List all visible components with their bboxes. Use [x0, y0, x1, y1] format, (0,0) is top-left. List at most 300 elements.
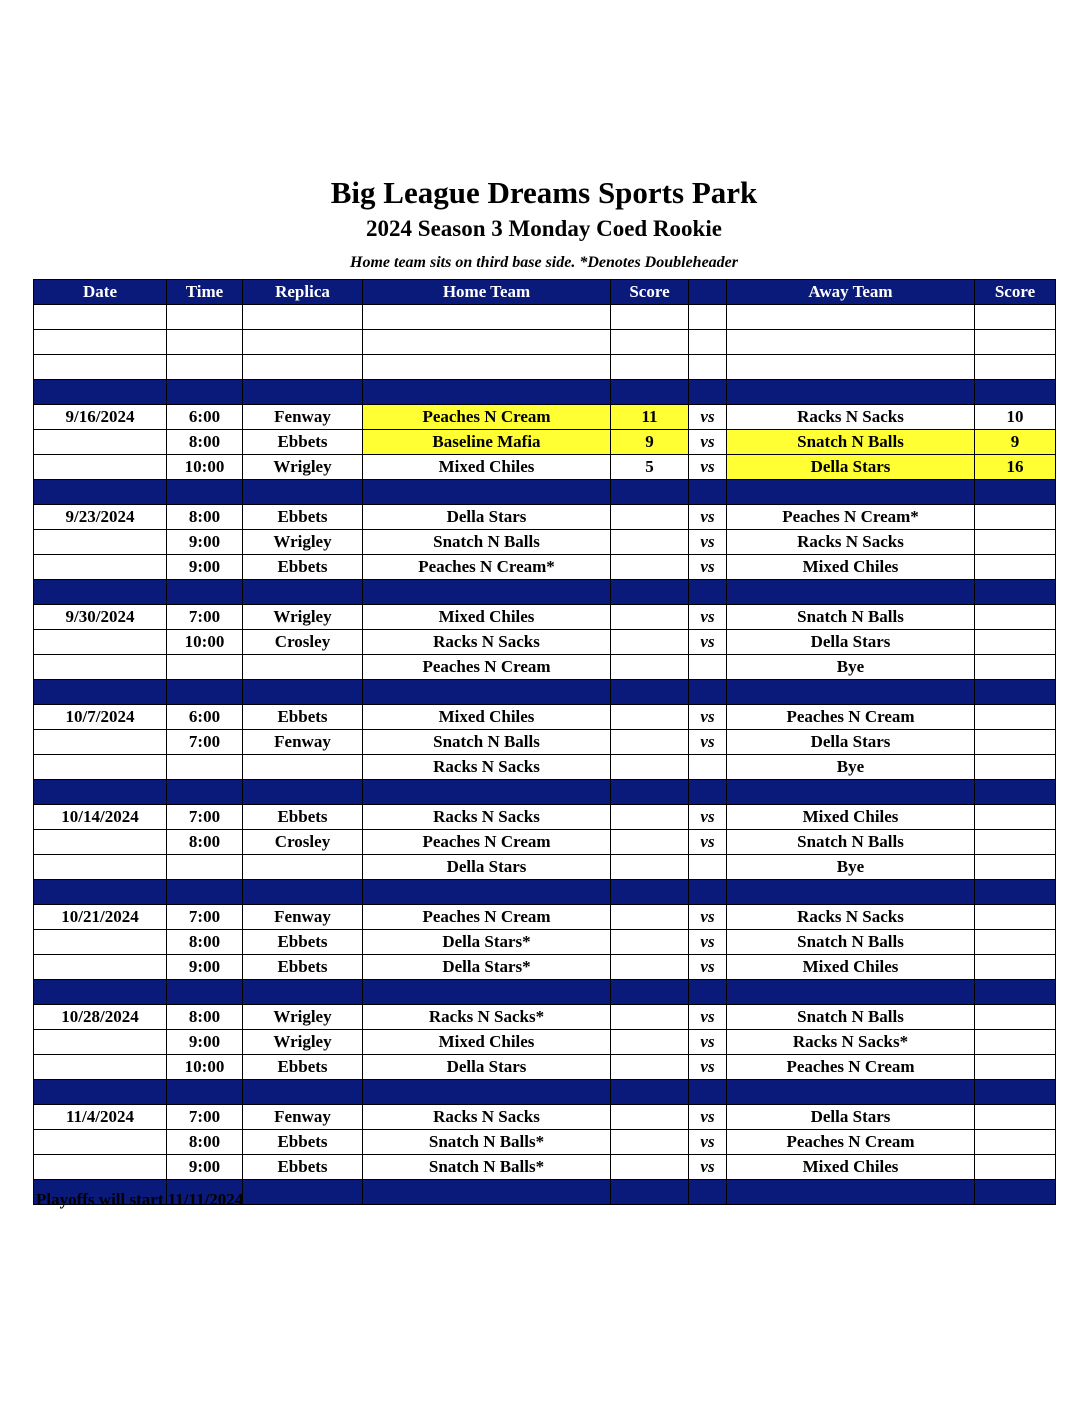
time-cell: 8:00 — [167, 830, 243, 855]
time-cell: 6:00 — [167, 405, 243, 430]
page-title: Big League Dreams Sports Park — [330, 175, 758, 210]
separator-row — [34, 580, 1056, 605]
field-cell: Ebbets — [243, 1055, 363, 1080]
time-cell — [167, 855, 243, 880]
time-cell — [167, 755, 243, 780]
time-cell — [167, 330, 243, 355]
away-score-cell — [975, 780, 1056, 805]
time-cell: 8:00 — [167, 1005, 243, 1030]
away-score-cell — [975, 480, 1056, 505]
field-cell: Ebbets — [243, 955, 363, 980]
away-team-cell: Mixed Chiles — [727, 955, 975, 980]
field-cell: Wrigley — [243, 1030, 363, 1055]
vs-cell — [689, 305, 727, 330]
away-score-cell — [975, 380, 1056, 405]
home-score-cell — [611, 780, 689, 805]
vs-cell — [689, 755, 727, 780]
col-header-replica: Replica — [243, 280, 363, 305]
col-header-away-team: Away Team — [727, 280, 975, 305]
vs-cell: vs — [689, 430, 727, 455]
schedule-table — [33, 279, 1056, 1205]
home-team-cell: Racks N Sacks — [363, 1105, 611, 1130]
game-row — [34, 1005, 1056, 1030]
field-cell: Fenway — [243, 905, 363, 930]
home-team-cell — [363, 880, 611, 905]
vs-cell: vs — [689, 805, 727, 830]
away-team-cell — [727, 380, 975, 405]
away-team-cell — [727, 305, 975, 330]
home-score-cell — [611, 1155, 689, 1180]
away-team-cell: Della Stars — [727, 730, 975, 755]
away-team-cell: Della Stars — [727, 630, 975, 655]
vs-cell — [689, 330, 727, 355]
away-team-cell: Racks N Sacks — [727, 905, 975, 930]
home-team-cell: Peaches N Cream* — [363, 555, 611, 580]
date-cell — [34, 355, 167, 380]
col-header-vs — [689, 280, 727, 305]
away-score-cell: 16 — [975, 455, 1056, 480]
field-cell — [243, 755, 363, 780]
home-team-cell: Della Stars* — [363, 930, 611, 955]
away-team-cell — [727, 355, 975, 380]
game-row — [34, 1030, 1056, 1055]
away-score-cell — [975, 705, 1056, 730]
vs-cell: vs — [689, 530, 727, 555]
away-team-cell: Snatch N Balls — [727, 430, 975, 455]
game-row — [34, 855, 1056, 880]
away-score-cell — [975, 1080, 1056, 1105]
game-row — [34, 955, 1056, 980]
field-cell — [243, 680, 363, 705]
vs-cell — [689, 580, 727, 605]
time-cell — [167, 655, 243, 680]
time-cell: 8:00 — [167, 505, 243, 530]
away-score-cell: 9 — [975, 430, 1056, 455]
date-cell — [34, 680, 167, 705]
separator-row — [34, 880, 1056, 905]
home-team-cell — [363, 380, 611, 405]
away-score-cell — [975, 980, 1056, 1005]
away-team-cell — [727, 1180, 975, 1205]
vs-cell — [689, 1080, 727, 1105]
time-cell: 9:00 — [167, 955, 243, 980]
time-cell — [167, 880, 243, 905]
separator-row — [34, 980, 1056, 1005]
field-cell — [243, 1180, 363, 1205]
away-score-cell — [975, 1130, 1056, 1155]
date-cell — [34, 1055, 167, 1080]
away-team-cell — [727, 480, 975, 505]
home-score-cell — [611, 1055, 689, 1080]
away-team-cell: Racks N Sacks — [727, 530, 975, 555]
home-team-cell — [363, 780, 611, 805]
field-cell — [243, 480, 363, 505]
home-score-cell — [611, 330, 689, 355]
date-cell — [34, 380, 167, 405]
vs-cell: vs — [689, 705, 727, 730]
home-team-cell — [363, 355, 611, 380]
away-team-cell — [727, 1080, 975, 1105]
away-team-cell: Bye — [727, 755, 975, 780]
date-cell — [34, 630, 167, 655]
date-cell — [34, 955, 167, 980]
date-cell: 11/4/2024 — [34, 1105, 167, 1130]
home-score-cell — [611, 705, 689, 730]
home-score-cell — [611, 930, 689, 955]
vs-cell: vs — [689, 455, 727, 480]
time-cell: 9:00 — [167, 530, 243, 555]
date-cell — [34, 830, 167, 855]
time-cell: 8:00 — [167, 930, 243, 955]
vs-cell: vs — [689, 630, 727, 655]
time-cell: 9:00 — [167, 1030, 243, 1055]
home-team-cell: Peaches N Cream — [363, 655, 611, 680]
vs-cell — [689, 780, 727, 805]
home-score-cell — [611, 580, 689, 605]
game-row — [34, 1055, 1056, 1080]
home-score-cell — [611, 1080, 689, 1105]
date-cell: 10/28/2024 — [34, 1005, 167, 1030]
date-cell — [34, 855, 167, 880]
time-cell: 7:00 — [167, 1105, 243, 1130]
vs-cell — [689, 1180, 727, 1205]
field-cell: Ebbets — [243, 930, 363, 955]
home-score-cell — [611, 380, 689, 405]
home-team-cell — [363, 580, 611, 605]
home-team-cell: Peaches N Cream — [363, 830, 611, 855]
vs-cell: vs — [689, 1030, 727, 1055]
away-score-cell — [975, 1055, 1056, 1080]
vs-cell: vs — [689, 930, 727, 955]
time-cell: 7:00 — [167, 605, 243, 630]
field-cell — [243, 780, 363, 805]
field-cell — [243, 330, 363, 355]
home-score-cell — [611, 1180, 689, 1205]
col-header-away-score: Score — [975, 280, 1056, 305]
home-team-cell: Racks N Sacks — [363, 630, 611, 655]
time-cell — [167, 680, 243, 705]
away-team-cell: Bye — [727, 855, 975, 880]
date-cell: 9/30/2024 — [34, 605, 167, 630]
home-score-cell — [611, 1105, 689, 1130]
field-cell — [243, 1080, 363, 1105]
away-score-cell — [975, 1030, 1056, 1055]
home-team-cell — [363, 305, 611, 330]
game-row — [34, 455, 1056, 480]
away-score-cell — [975, 930, 1056, 955]
date-cell: 9/23/2024 — [34, 505, 167, 530]
away-score-cell — [975, 655, 1056, 680]
date-cell — [34, 530, 167, 555]
date-cell — [34, 1130, 167, 1155]
home-score-cell: 11 — [611, 405, 689, 430]
away-team-cell — [727, 780, 975, 805]
away-score-cell — [975, 305, 1056, 330]
col-header-date: Date — [34, 280, 167, 305]
home-score-cell — [611, 1130, 689, 1155]
date-cell — [34, 655, 167, 680]
away-team-cell: Mixed Chiles — [727, 805, 975, 830]
field-cell: Wrigley — [243, 530, 363, 555]
game-row — [34, 655, 1056, 680]
date-cell — [34, 780, 167, 805]
home-score-cell — [611, 980, 689, 1005]
time-cell: 10:00 — [167, 455, 243, 480]
time-cell: 9:00 — [167, 555, 243, 580]
vs-cell: vs — [689, 505, 727, 530]
field-cell — [243, 580, 363, 605]
away-team-cell: Snatch N Balls — [727, 830, 975, 855]
blank-row — [34, 355, 1056, 380]
home-score-cell — [611, 555, 689, 580]
date-cell — [34, 1030, 167, 1055]
away-team-cell: Della Stars — [727, 455, 975, 480]
time-cell — [167, 355, 243, 380]
home-team-cell — [363, 1080, 611, 1105]
home-score-cell — [611, 855, 689, 880]
field-cell: Wrigley — [243, 455, 363, 480]
time-cell: 8:00 — [167, 430, 243, 455]
vs-cell: vs — [689, 405, 727, 430]
away-score-cell — [975, 555, 1056, 580]
game-row — [34, 555, 1056, 580]
away-score-cell — [975, 505, 1056, 530]
time-cell: 9:00 — [167, 1155, 243, 1180]
header-row — [34, 280, 1056, 305]
schedule-body — [34, 305, 1056, 1205]
time-cell: 8:00 — [167, 1130, 243, 1155]
field-cell: Crosley — [243, 630, 363, 655]
away-score-cell — [975, 805, 1056, 830]
date-cell — [34, 305, 167, 330]
vs-cell: vs — [689, 830, 727, 855]
time-cell — [167, 480, 243, 505]
field-cell: Wrigley — [243, 1005, 363, 1030]
home-team-cell: Peaches N Cream — [363, 905, 611, 930]
away-team-cell: Mixed Chiles — [727, 555, 975, 580]
col-header-home-score: Score — [611, 280, 689, 305]
separator-row — [34, 380, 1056, 405]
home-team-cell — [363, 1180, 611, 1205]
date-cell — [34, 1080, 167, 1105]
vs-cell: vs — [689, 1155, 727, 1180]
time-cell — [167, 1080, 243, 1105]
date-cell — [34, 330, 167, 355]
separator-row — [34, 480, 1056, 505]
away-team-cell — [727, 880, 975, 905]
home-team-cell: Mixed Chiles — [363, 1030, 611, 1055]
game-row — [34, 605, 1056, 630]
field-cell — [243, 855, 363, 880]
home-score-cell — [611, 680, 689, 705]
vs-cell — [689, 655, 727, 680]
away-team-cell: Mixed Chiles — [727, 1155, 975, 1180]
vs-cell: vs — [689, 1005, 727, 1030]
home-team-cell: Della Stars* — [363, 955, 611, 980]
time-cell — [167, 980, 243, 1005]
home-score-cell — [611, 630, 689, 655]
home-team-cell: Peaches N Cream — [363, 405, 611, 430]
vs-cell — [689, 680, 727, 705]
home-score-cell — [611, 730, 689, 755]
vs-cell: vs — [689, 905, 727, 930]
separator-row — [34, 1080, 1056, 1105]
away-team-cell: Snatch N Balls — [727, 605, 975, 630]
game-row — [34, 530, 1056, 555]
home-score-cell — [611, 305, 689, 330]
away-score-cell — [975, 330, 1056, 355]
date-cell — [34, 980, 167, 1005]
away-team-cell: Racks N Sacks* — [727, 1030, 975, 1055]
away-score-cell — [975, 605, 1056, 630]
away-score-cell — [975, 1005, 1056, 1030]
home-team-cell: Della Stars — [363, 855, 611, 880]
game-row — [34, 930, 1056, 955]
date-cell — [34, 580, 167, 605]
home-score-cell — [611, 355, 689, 380]
page-subtitle: 2024 Season 3 Monday Coed Rookie — [366, 216, 722, 241]
field-cell — [243, 380, 363, 405]
date-cell — [34, 755, 167, 780]
game-row — [34, 705, 1056, 730]
home-team-cell: Racks N Sacks — [363, 805, 611, 830]
away-score-cell — [975, 855, 1056, 880]
date-cell: 10/7/2024 — [34, 705, 167, 730]
field-cell: Fenway — [243, 405, 363, 430]
game-row — [34, 1105, 1056, 1130]
away-score-cell — [975, 880, 1056, 905]
separator-row — [34, 780, 1056, 805]
away-score-cell — [975, 680, 1056, 705]
date-cell — [34, 730, 167, 755]
field-cell — [243, 355, 363, 380]
away-team-cell — [727, 330, 975, 355]
blank-row — [34, 330, 1056, 355]
field-cell: Ebbets — [243, 505, 363, 530]
time-cell: 10:00 — [167, 630, 243, 655]
field-cell: Ebbets — [243, 1130, 363, 1155]
away-team-cell: Peaches N Cream* — [727, 505, 975, 530]
home-team-cell: Racks N Sacks* — [363, 1005, 611, 1030]
field-cell — [243, 305, 363, 330]
away-score-cell — [975, 830, 1056, 855]
vs-cell — [689, 980, 727, 1005]
home-team-cell — [363, 980, 611, 1005]
field-cell: Ebbets — [243, 1155, 363, 1180]
blank-row — [34, 305, 1056, 330]
time-cell — [167, 580, 243, 605]
game-row — [34, 1155, 1056, 1180]
date-cell — [34, 555, 167, 580]
home-team-cell: Mixed Chiles — [363, 455, 611, 480]
away-team-cell: Snatch N Balls — [727, 1005, 975, 1030]
game-row — [34, 430, 1056, 455]
home-score-cell — [611, 655, 689, 680]
away-score-cell — [975, 905, 1056, 930]
home-team-cell: Mixed Chiles — [363, 705, 611, 730]
playoffs-note: Playoffs will start 11/11/2024 — [36, 1190, 244, 1209]
game-row — [34, 405, 1056, 430]
date-cell: 10/21/2024 — [34, 905, 167, 930]
game-row — [34, 505, 1056, 530]
time-cell: 7:00 — [167, 905, 243, 930]
field-cell — [243, 980, 363, 1005]
game-row — [34, 730, 1056, 755]
away-team-cell — [727, 680, 975, 705]
date-cell — [34, 930, 167, 955]
home-score-cell — [611, 905, 689, 930]
field-cell: Ebbets — [243, 430, 363, 455]
field-cell — [243, 880, 363, 905]
field-cell: Ebbets — [243, 555, 363, 580]
game-row — [34, 630, 1056, 655]
home-team-cell: Della Stars — [363, 1055, 611, 1080]
time-cell — [167, 780, 243, 805]
vs-cell: vs — [689, 1130, 727, 1155]
away-score-cell — [975, 1105, 1056, 1130]
date-cell — [34, 480, 167, 505]
vs-cell: vs — [689, 1055, 727, 1080]
field-cell: Wrigley — [243, 605, 363, 630]
field-cell: Crosley — [243, 830, 363, 855]
home-score-cell — [611, 505, 689, 530]
away-team-cell: Snatch N Balls — [727, 930, 975, 955]
home-team-cell — [363, 680, 611, 705]
vs-cell: vs — [689, 955, 727, 980]
col-header-time: Time — [167, 280, 243, 305]
home-team-cell: Della Stars — [363, 505, 611, 530]
home-score-cell — [611, 1030, 689, 1055]
time-cell: 10:00 — [167, 1055, 243, 1080]
home-team-cell: Racks N Sacks — [363, 755, 611, 780]
vs-cell — [689, 380, 727, 405]
game-row — [34, 755, 1056, 780]
time-cell: 7:00 — [167, 730, 243, 755]
home-team-cell: Mixed Chiles — [363, 605, 611, 630]
time-cell: 6:00 — [167, 705, 243, 730]
home-score-cell — [611, 755, 689, 780]
time-cell — [167, 305, 243, 330]
field-cell: Fenway — [243, 730, 363, 755]
date-cell — [34, 1155, 167, 1180]
home-team-cell: Baseline Mafia — [363, 430, 611, 455]
vs-cell: vs — [689, 1105, 727, 1130]
time-cell — [167, 380, 243, 405]
date-cell — [34, 880, 167, 905]
home-team-cell: Snatch N Balls* — [363, 1155, 611, 1180]
home-score-cell — [611, 480, 689, 505]
home-team-cell — [363, 330, 611, 355]
field-cell: Fenway — [243, 1105, 363, 1130]
home-score-cell — [611, 805, 689, 830]
away-team-cell: Della Stars — [727, 1105, 975, 1130]
vs-cell: vs — [689, 555, 727, 580]
vs-cell — [689, 880, 727, 905]
home-team-cell — [363, 480, 611, 505]
vs-cell — [689, 855, 727, 880]
away-score-cell — [975, 1155, 1056, 1180]
home-team-cell: Snatch N Balls — [363, 530, 611, 555]
game-row — [34, 905, 1056, 930]
away-score-cell — [975, 730, 1056, 755]
away-score-cell — [975, 530, 1056, 555]
field-cell: Ebbets — [243, 805, 363, 830]
away-score-cell — [975, 630, 1056, 655]
vs-cell — [689, 355, 727, 380]
home-score-cell — [611, 605, 689, 630]
vs-cell: vs — [689, 605, 727, 630]
away-team-cell: Peaches N Cream — [727, 1055, 975, 1080]
